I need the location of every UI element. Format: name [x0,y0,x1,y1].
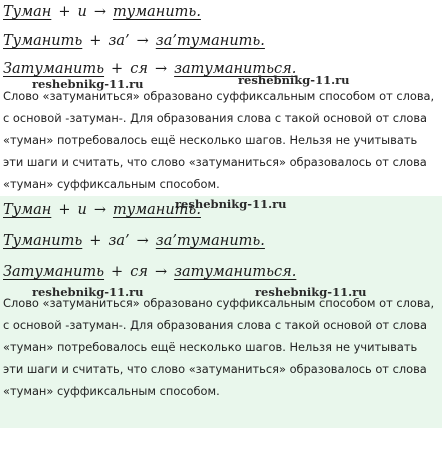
formula-line-1: Туман + и → туманить. [3,4,201,20]
answer-block-2 [0,196,442,428]
watermark: reshebnikg-11.ru [175,197,287,211]
formula-line-2: Туманить + за’ → за’туманить. [3,33,265,49]
answer-block-1 [0,0,442,196]
formula-line-1: Туман + и → туманить. [3,202,201,218]
formula-line-3: Затуманить + ся → затуманиться. [3,61,297,77]
watermark: reshebnikg-11.ru [238,73,350,87]
watermark: reshebnikg-11.ru [32,285,144,299]
formula-line-3: Затуманить + ся → затуманиться. [3,264,297,280]
explanation-paragraph: Слово «затуманиться» образовано суффиксальным способом от слова, с основой -затуман-. Для образования слова с такой основой от слова «туман» потребовалось ещё несколько шагов. Нельзя не учитывать эти шаги и считать, что слово «затуманиться» образовалось от слова «туман» суффиксальным способом. [3,296,435,398]
watermark: reshebnikg-11.ru [32,77,144,91]
watermark: reshebnikg-11.ru [255,285,367,299]
formula-line-2: Туманить + за’ → за’туманить. [3,233,265,249]
explanation-paragraph: Слово «затуманиться» образовано суффиксальным способом от слова, с основой -затуман-. Для образования слова с такой основой от слова «туман» потребовалось ещё несколько шагов. Нельзя не учитывать эти шаги и считать, что слово «затуманиться» образовалось от слова «туман» суффиксальным способом. [3,89,435,191]
